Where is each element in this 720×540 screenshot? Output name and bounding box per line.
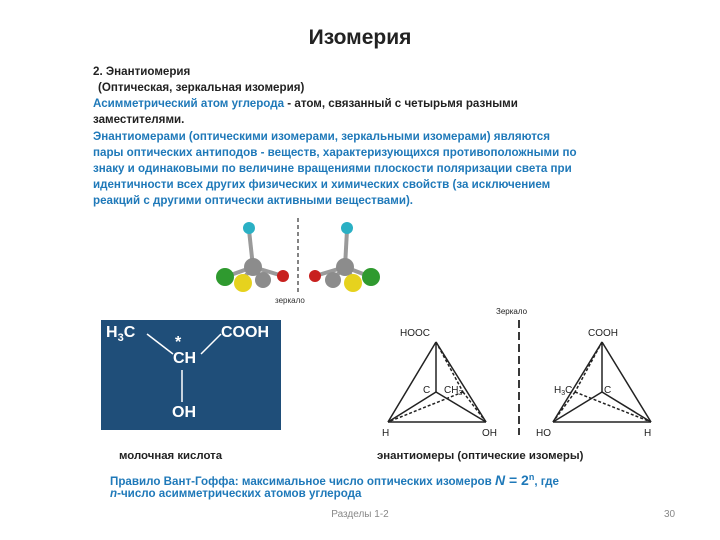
vant-hoff-rule-line-2: n-число асимметрических атомов углерода (110, 487, 362, 500)
right-cooh-label: COOH (588, 328, 618, 339)
section-subheading: (Оптическая, зеркальная изомерия) (98, 81, 305, 94)
paragraph-line-1: Энантиомерами (оптическими изомерами, зеркальными изомерами) являются (93, 130, 551, 143)
mirror-label-models: зеркало (275, 296, 305, 305)
left-ch3-label: $CH_3$ (444, 385, 463, 397)
definition-line (93, 96, 518, 111)
footer-section: Разделы 1-2 (331, 509, 389, 520)
oh-group: OH (172, 404, 196, 421)
h3c-group: $H_3C$ (106, 324, 136, 345)
green-atom (216, 268, 234, 286)
grey-atom (255, 272, 271, 288)
right-h-label: H (644, 428, 652, 439)
asymmetric-star: * (175, 334, 182, 351)
page-number: 30 (664, 509, 676, 520)
left-c-label: C (423, 385, 431, 396)
definition-line-2: заместителями. (93, 113, 185, 126)
carbon-atom (336, 258, 354, 276)
right-molecule-model (309, 222, 380, 292)
right-c-label: C (604, 385, 612, 396)
left-molecule-model (216, 222, 289, 292)
grey-atom (325, 272, 341, 288)
left-oh-label: OH (482, 428, 497, 439)
lactic-acid-formula (101, 320, 281, 430)
cyan-atom (341, 222, 353, 234)
cooh-group: COOH (221, 324, 269, 341)
slide-title: Изомерия (308, 26, 412, 49)
left-tetrahedron (388, 342, 486, 422)
green-atom (362, 268, 380, 286)
paragraph-line-3: знаку и одинаковыми по величине вращениями плоскости поляризации света при (93, 162, 572, 175)
paragraph-line-2: пары оптических антиподов - веществ, характеризующихся противоположными по (93, 146, 577, 159)
right-h3c-label: $H_3C$ (554, 385, 573, 397)
section-heading: 2. Энантиомерия (93, 65, 191, 78)
red-atom (277, 270, 289, 282)
yellow-atom (344, 274, 362, 292)
left-h-label: H (382, 428, 390, 439)
left-hooc-label: HOOC (400, 328, 430, 339)
definition-term: Асимметрический атом углерода (93, 97, 285, 110)
yellow-atom (234, 274, 252, 292)
caption-lactic-acid: молочная кислота (119, 450, 223, 462)
right-ho-label: HO (536, 428, 551, 439)
definition-rest: - атом, связанный с четырьмя разными (284, 97, 518, 110)
paragraph-line-4: идентичности всех других физических и химических свойств (за исключением (93, 178, 551, 191)
tetrahedron-diagrams (378, 300, 668, 445)
mirror-label-diagram: Зеркало (496, 307, 528, 316)
right-tetrahedron (553, 342, 651, 422)
ball-stick-models (205, 210, 395, 310)
vant-hoff-rule-line-1: Правило Вант-Гоффа: максимальное число оптических изомеров $N = 2^n$, где (110, 471, 559, 488)
ch-group: CH (173, 350, 197, 367)
red-atom (309, 270, 321, 282)
cyan-atom (243, 222, 255, 234)
paragraph-line-5: реакций с другими оптически активными веществами). (93, 194, 414, 207)
caption-enantiomers: энантиомеры (оптические изомеры) (377, 450, 584, 462)
